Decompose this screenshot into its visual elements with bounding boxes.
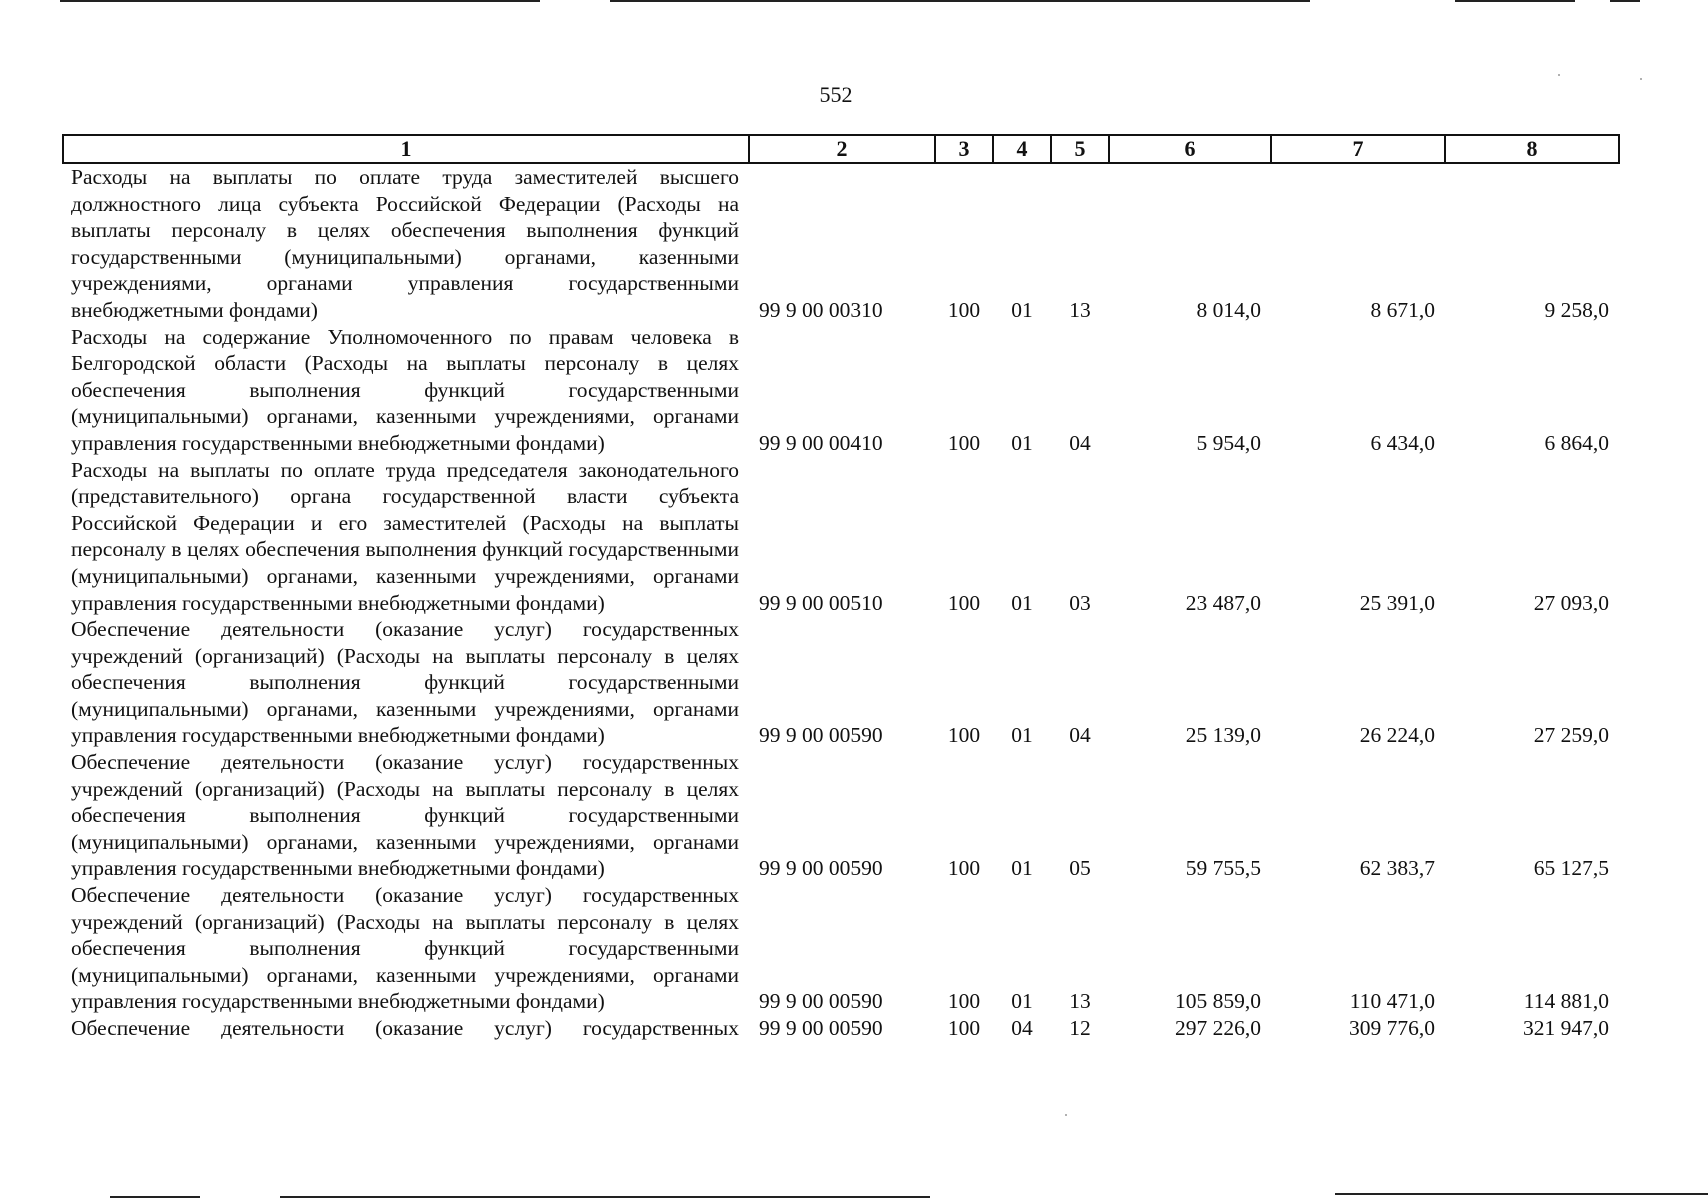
scan-speck — [1065, 1114, 1067, 1116]
row-col5: 05 — [1069, 856, 1091, 881]
row-value-8: 321 947,0 — [1523, 1016, 1609, 1040]
row-col4: 01 — [1011, 590, 1033, 615]
row-code: 99 9 00 00590 — [759, 989, 883, 1014]
row-description: Расходы на выплаты по оплате труда председателя законодательного (представительного) органа государственной власти субъекта Российской Федерации и его заместителей (Расходы на выплаты персоналу в целях обеспечения выполнения функций государственными (муниципальными) органами, казенными учреждениями, органами управления государственными внебюджетными фондами) — [71, 457, 739, 615]
row-col3: 100 — [947, 430, 981, 455]
row-value-7: 26 224,0 — [1359, 723, 1435, 748]
table-row — [63, 163, 1619, 324]
row-code: 99 9 00 00590 — [759, 723, 883, 748]
column-header: 8 — [1445, 135, 1619, 163]
row-code: 99 9 00 00590 — [759, 1016, 883, 1040]
row-col3: 100 — [947, 1016, 981, 1040]
row-col4: 01 — [1011, 989, 1033, 1014]
row-col5: 04 — [1069, 430, 1091, 455]
row-col3: 100 — [947, 989, 981, 1014]
row-col5: 03 — [1069, 590, 1091, 615]
row-description: Расходы на содержание Уполномоченного по правам человека в Белгородской области (Расходы на выплаты персоналу в целях обеспечения выполнения функций государственными (муниципальными) органами, казенными учреждениями, органами управления государственными внебюджетными фондами) — [71, 324, 739, 455]
row-value-6: 105 859,0 — [1175, 989, 1261, 1014]
column-header: 2 — [749, 135, 935, 163]
row-value-7: 62 383,7 — [1359, 856, 1435, 881]
row-value-8: 27 259,0 — [1533, 723, 1609, 748]
row-col3: 100 — [947, 590, 981, 615]
row-value-7: 110 471,0 — [1349, 989, 1435, 1014]
table-row — [63, 616, 1619, 749]
row-description: Расходы на выплаты по оплате труда заместителей высшего должностного лица субъекта Российской Федерации (Расходы на выплаты персоналу в целях обеспечения выполнения функций государственными (муниципальными) органами, казенными учреждениями, органами управления государственными внебюджетными фондами) — [71, 165, 739, 322]
row-value-8: 27 093,0 — [1533, 590, 1609, 615]
row-col4: 01 — [1011, 856, 1033, 881]
row-value-7: 6 434,0 — [1370, 430, 1435, 455]
scan-edge-top-left — [60, 0, 540, 2]
table-row — [63, 457, 1619, 617]
row-code: 99 9 00 00510 — [759, 590, 883, 615]
scan-edge-top-mid — [610, 0, 1310, 2]
row-value-7: 25 391,0 — [1359, 590, 1435, 615]
row-description: Обеспечение деятельности (оказание услуг) государственных учреждений (организаций) (Расходы на выплаты персоналу в целях обеспечения выполнения функций государственными (муниципальными) органами, казенными учреждениями, органами управления государственными внебюджетными фондами) — [71, 617, 739, 748]
scan-edge-bottom-right — [1335, 1193, 1708, 1195]
table-row — [63, 749, 1619, 882]
row-value-6: 297 226,0 — [1175, 1016, 1261, 1040]
column-header: 1 — [63, 135, 749, 163]
row-col3: 100 — [947, 723, 981, 748]
scan-speck — [1640, 78, 1642, 80]
row-col4: 01 — [1011, 297, 1033, 322]
table-header-row — [63, 135, 1619, 163]
table-row — [63, 324, 1619, 457]
row-col4: 01 — [1011, 430, 1033, 455]
row-description: Обеспечение деятельности (оказание услуг) государственных учреждений (организаций) (Расходы на выплаты персоналу в целях обеспечения выполнения функций государственными (муниципальными) органами, казенными учреждениями, органами управления государственными внебюджетными фондами) — [71, 883, 739, 1014]
row-value-7: 309 776,0 — [1349, 1016, 1435, 1040]
row-col5: 12 — [1069, 1016, 1091, 1040]
column-header: 5 — [1051, 135, 1109, 163]
row-col5: 13 — [1069, 297, 1091, 322]
column-header: 3 — [935, 135, 993, 163]
row-col4: 04 — [1011, 1016, 1033, 1040]
scan-speck — [1558, 74, 1560, 76]
row-description: Обеспечение деятельности (оказание услуг) государственных учреждений (организаций) (Расходы на выплаты персоналу в целях обеспечения выполнения функций государственными (муниципальными) органами, казенными учреждениями, органами управления государственными внебюджетными фондами) — [71, 750, 739, 881]
row-col4: 01 — [1011, 723, 1033, 748]
budget-table — [62, 134, 1620, 1042]
scan-edge-bottom-mid — [280, 1196, 930, 1198]
scan-edge-top-far-right — [1610, 0, 1640, 2]
row-col5: 13 — [1069, 989, 1091, 1014]
row-value-8: 6 864,0 — [1544, 430, 1609, 455]
scan-edge-top-right — [1455, 0, 1575, 2]
row-description: Обеспечение деятельности (оказание услуг) государственных — [71, 1016, 739, 1040]
row-value-7: 8 671,0 — [1370, 297, 1435, 322]
row-code: 99 9 00 00310 — [759, 297, 883, 322]
row-value-8: 114 881,0 — [1523, 989, 1609, 1014]
row-value-6: 8 014,0 — [1196, 297, 1261, 322]
column-header: 6 — [1109, 135, 1271, 163]
row-col3: 100 — [947, 297, 981, 322]
row-code: 99 9 00 00410 — [759, 430, 883, 455]
row-value-8: 65 127,5 — [1533, 856, 1609, 881]
scan-edge-bottom-left — [110, 1196, 200, 1198]
column-header: 4 — [993, 135, 1051, 163]
table-row — [63, 1015, 1619, 1042]
row-code: 99 9 00 00590 — [759, 856, 883, 881]
row-value-8: 9 258,0 — [1544, 297, 1609, 322]
row-col5: 04 — [1069, 723, 1091, 748]
table-row — [63, 882, 1619, 1015]
page-number: 552 — [819, 82, 853, 107]
row-value-6: 25 139,0 — [1185, 723, 1261, 748]
column-header: 7 — [1271, 135, 1445, 163]
row-value-6: 5 954,0 — [1196, 430, 1261, 455]
row-value-6: 23 487,0 — [1185, 590, 1261, 615]
row-col3: 100 — [947, 856, 981, 881]
row-value-6: 59 755,5 — [1185, 856, 1261, 881]
